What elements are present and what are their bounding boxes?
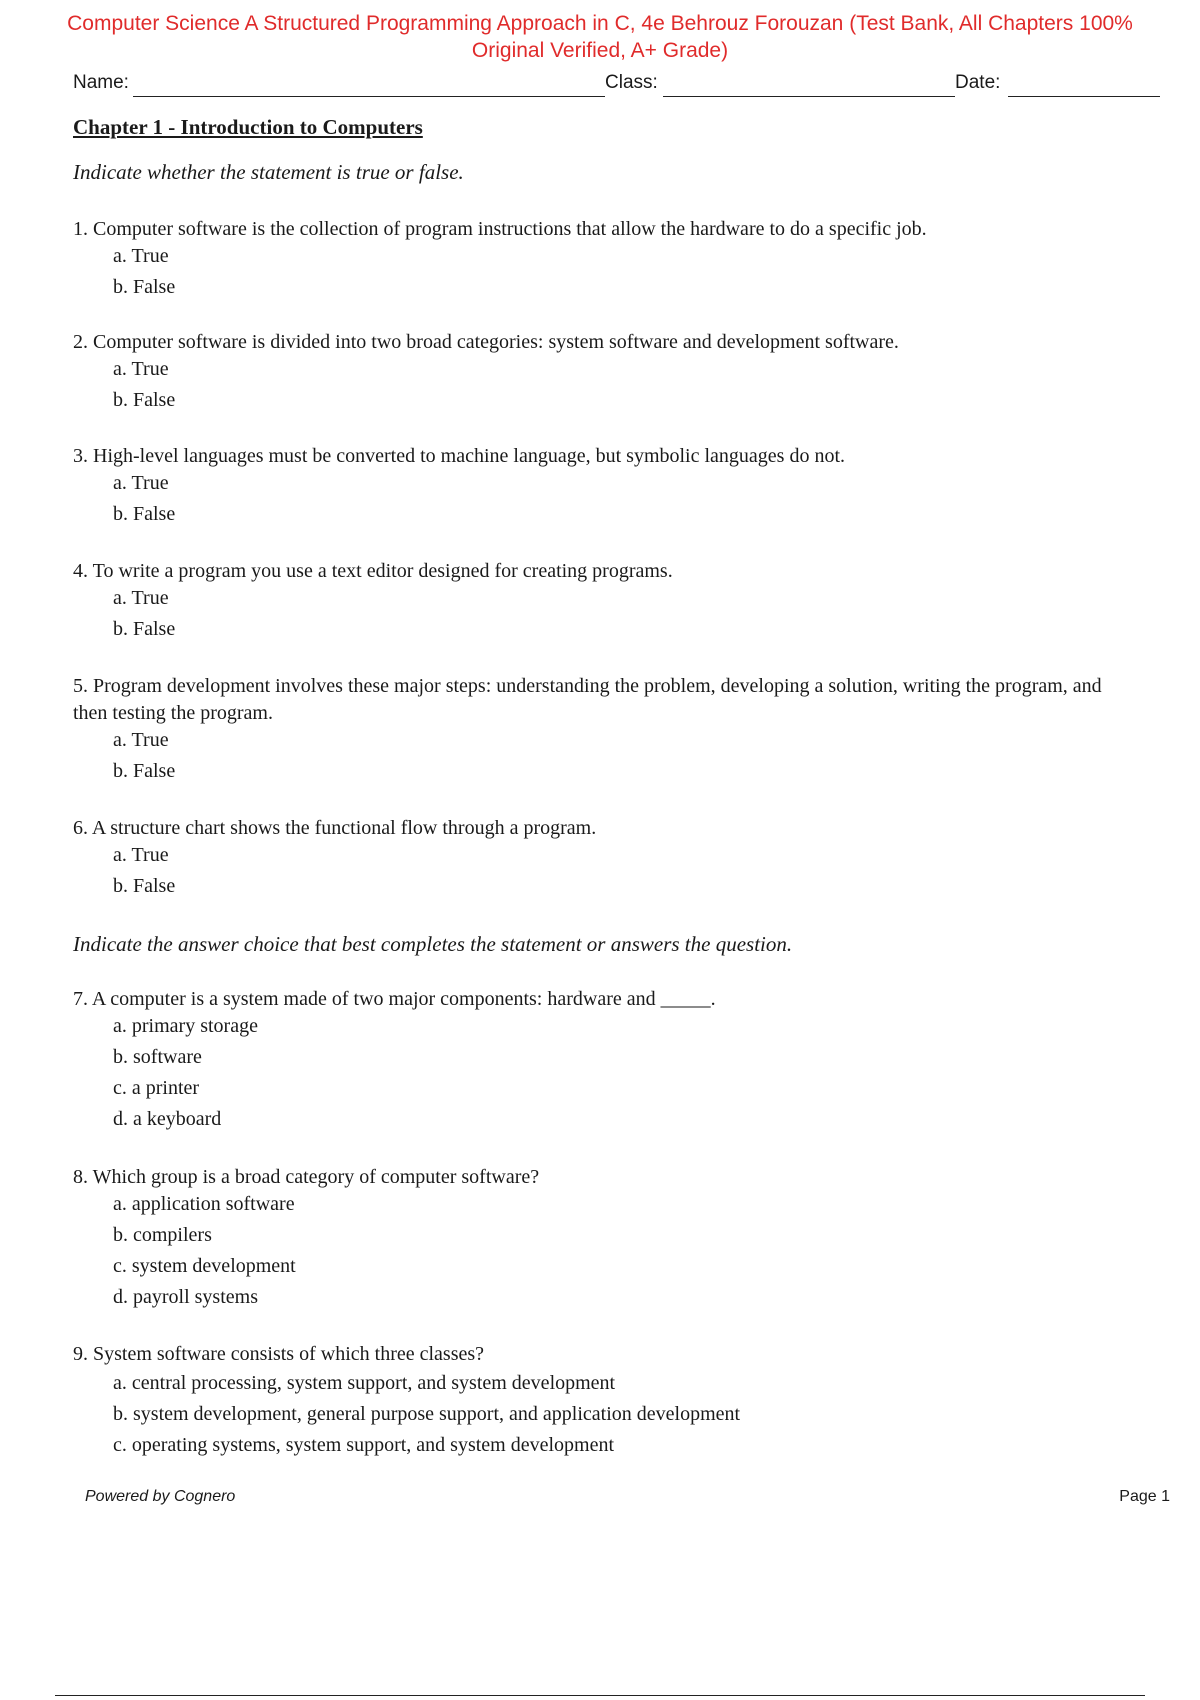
question-1: 1. Computer software is the collection of program instructions that allow the hardware to do a specific job. — [73, 218, 927, 240]
question-6-options — [113, 842, 175, 904]
option: b. False — [113, 618, 176, 640]
class-line — [663, 96, 955, 97]
class-label: Class: — [605, 72, 658, 93]
option: b. software — [113, 1046, 202, 1068]
option: b. False — [113, 760, 176, 782]
powered-by-text: Powered by Cognero — [85, 1488, 236, 1505]
question-3: 3. High-level languages must be converted to machine language, but symbolic languages do not. — [73, 445, 846, 467]
option: a. True — [113, 245, 169, 267]
option: c. a printer — [113, 1077, 200, 1099]
question-4-options — [113, 585, 175, 647]
option: b. False — [113, 503, 176, 525]
question-2: 2. Computer software is divided into two broad categories: system software and development software. — [73, 331, 899, 353]
question-3-options — [113, 470, 175, 532]
question-5: 5. Program development involves these major steps: understanding the problem, developing a solution, writing the program, and then testing the program. — [73, 675, 1102, 724]
document-banner: Computer Science A Structured Programming Approach in C, 4e Behrouz Forouzan (Test Bank, All Chapters 100% Original Verified, A+ Grade) — [67, 12, 1133, 62]
question-2-options — [113, 356, 175, 418]
option: c. system development — [113, 1255, 296, 1277]
question-1-options — [113, 243, 175, 305]
option: b. False — [113, 875, 176, 897]
name-line — [133, 96, 605, 97]
chapter-title: Chapter 1 - Introduction to Computers — [73, 115, 423, 139]
option: a. application software — [113, 1193, 295, 1215]
question-4: 4. To write a program you use a text editor designed for creating programs. — [73, 560, 673, 582]
instructions-multiple-choice: Indicate the answer choice that best completes the statement or answers the question. — [73, 932, 793, 956]
option: d. a keyboard — [113, 1108, 222, 1130]
name-label: Name: — [73, 72, 129, 93]
option: a. central processing, system support, and system development — [113, 1372, 616, 1394]
option: b. system development, general purpose support, and application development — [113, 1403, 741, 1425]
option: a. primary storage — [113, 1015, 258, 1037]
question-7-options — [113, 1013, 258, 1137]
question-7: 7. A computer is a system made of two major components: hardware and _____. — [73, 988, 716, 1010]
option: d. payroll systems — [113, 1286, 258, 1308]
option: a. True — [113, 587, 169, 609]
instructions-true-false: Indicate whether the statement is true or false. — [73, 160, 464, 184]
header-fields — [73, 72, 1160, 102]
option: c. operating systems, system support, and system development — [113, 1434, 615, 1456]
question-5-options — [113, 727, 175, 789]
date-label: Date: — [955, 72, 1001, 93]
question-8: 8. Which group is a broad category of computer software? — [73, 1166, 540, 1188]
option: b. False — [113, 276, 176, 298]
question-6: 6. A structure chart shows the functional flow through a program. — [73, 817, 597, 839]
option: b. compilers — [113, 1224, 212, 1246]
option: b. False — [113, 389, 176, 411]
question-9-options — [113, 1370, 740, 1463]
option: a. True — [113, 358, 169, 380]
option: a. True — [113, 472, 169, 494]
question-8-options — [113, 1191, 296, 1315]
bottom-divider — [55, 1695, 1145, 1696]
option: a. True — [113, 844, 169, 866]
page-number: Page 1 — [1119, 1488, 1170, 1505]
option: a. True — [113, 729, 169, 751]
question-9: 9. System software consists of which three classes? — [73, 1343, 485, 1365]
date-line — [1008, 96, 1160, 97]
